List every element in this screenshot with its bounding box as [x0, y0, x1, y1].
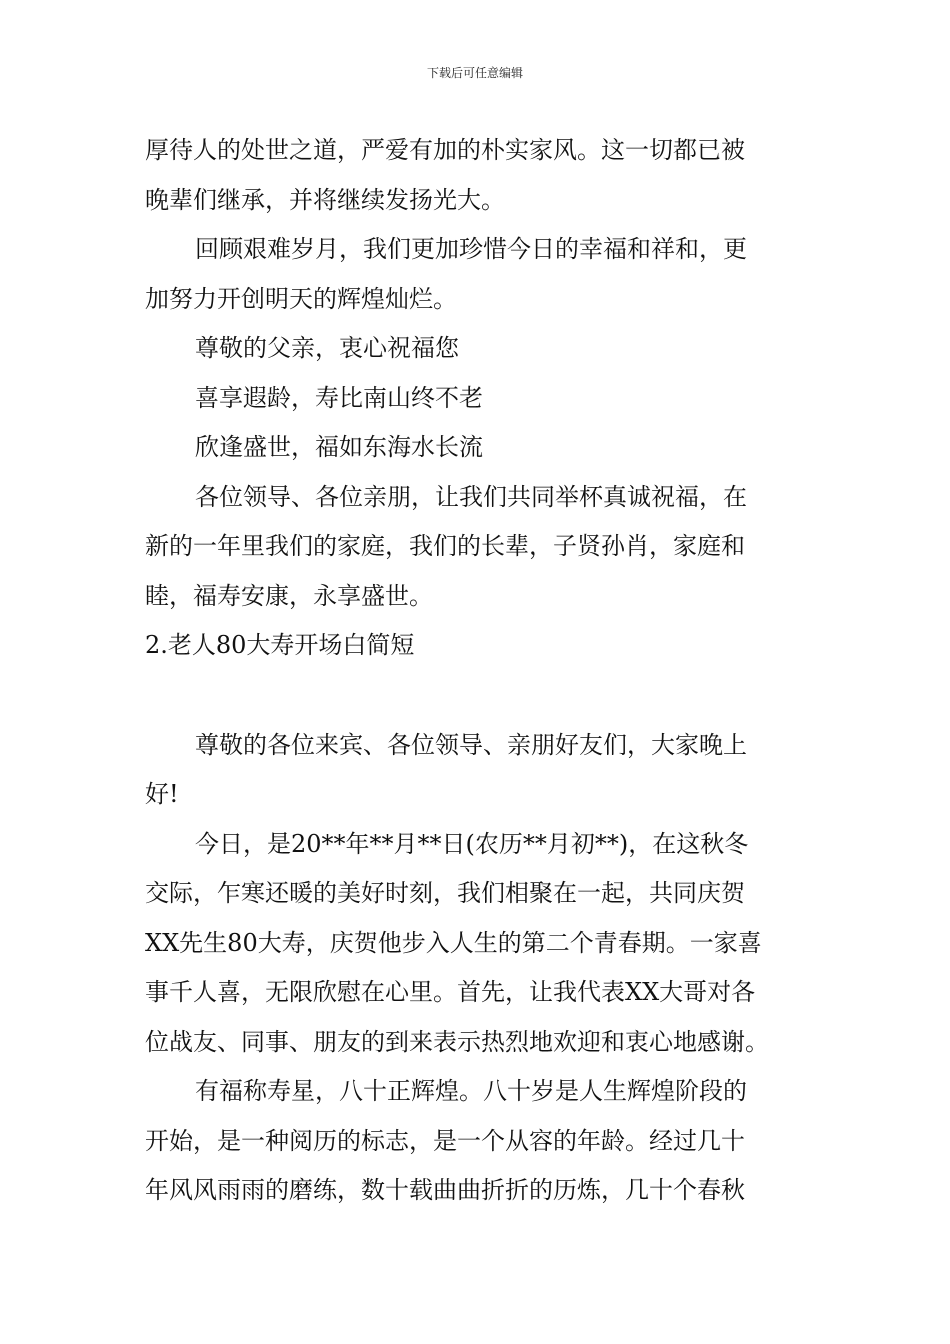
paragraph-line: 事千人喜，无限欣慰在心里。首先，让我代表XX大哥对各 — [145, 978, 756, 1006]
paragraph-line: 开始，是一种阅历的标志，是一个从容的年龄。经过几十 — [145, 1126, 745, 1155]
section-heading: 2.老人80大寿开场白简短 — [145, 631, 415, 659]
poem-line: 欣逢盛世，福如东海水长流 — [195, 433, 483, 461]
paragraph-line: 新的一年里我们的家庭，我们的长辈，子贤孙肖，家庭和 — [145, 532, 745, 560]
paragraph-line: 交际，乍寒还暖的美好时刻，我们相聚在一起，共同庆贺 — [145, 879, 745, 907]
paragraph-line: 回顾艰难岁月，我们更加珍惜今日的幸福和祥和，更 — [195, 235, 747, 263]
paragraph-line: 年风风雨雨的磨练，数十载曲曲折折的历炼，几十个春秋 — [145, 1176, 745, 1204]
paragraph-line: 睦，福寿安康，永享盛世。 — [145, 581, 433, 610]
paragraph-line: 今日，是20**年**月**日(农历**月初**)，在这秋冬 — [195, 829, 749, 858]
paragraph-line: 加努力开创明天的辉煌灿烂。 — [145, 284, 457, 313]
document-body — [145, 126, 810, 1216]
poem-line: 尊敬的父亲，衷心祝福您 — [195, 334, 459, 362]
paragraph-line: 有福称寿星，八十正辉煌。八十岁是人生辉煌阶段的 — [195, 1077, 747, 1105]
paragraph-line: 各位领导、各位亲朋，让我们共同举杯真诚祝福，在 — [195, 482, 747, 511]
paragraph-line: 尊敬的各位来宾、各位领导、亲朋好友们，大家晚上 — [195, 730, 747, 759]
section-spacer — [145, 671, 810, 721]
paragraph-line: 位战友、同事、朋友的到来表示热烈地欢迎和衷心地感谢。 — [145, 1027, 769, 1056]
paragraph-line: 好! — [145, 780, 179, 808]
page-header: 下载后可任意编辑 — [426, 66, 523, 80]
poem-line: 喜享遐龄，寿比南山终不老 — [195, 383, 483, 412]
paragraph-line: 厚待人的处世之道，严爱有加的朴实家风。这一切都已被 — [145, 136, 745, 164]
paragraph-line: XX先生80大寿，庆贺他步入人生的第二个青春期。一家喜 — [145, 928, 762, 957]
paragraph-line: 晚辈们继承，并将继续发扬光大。 — [145, 185, 505, 214]
